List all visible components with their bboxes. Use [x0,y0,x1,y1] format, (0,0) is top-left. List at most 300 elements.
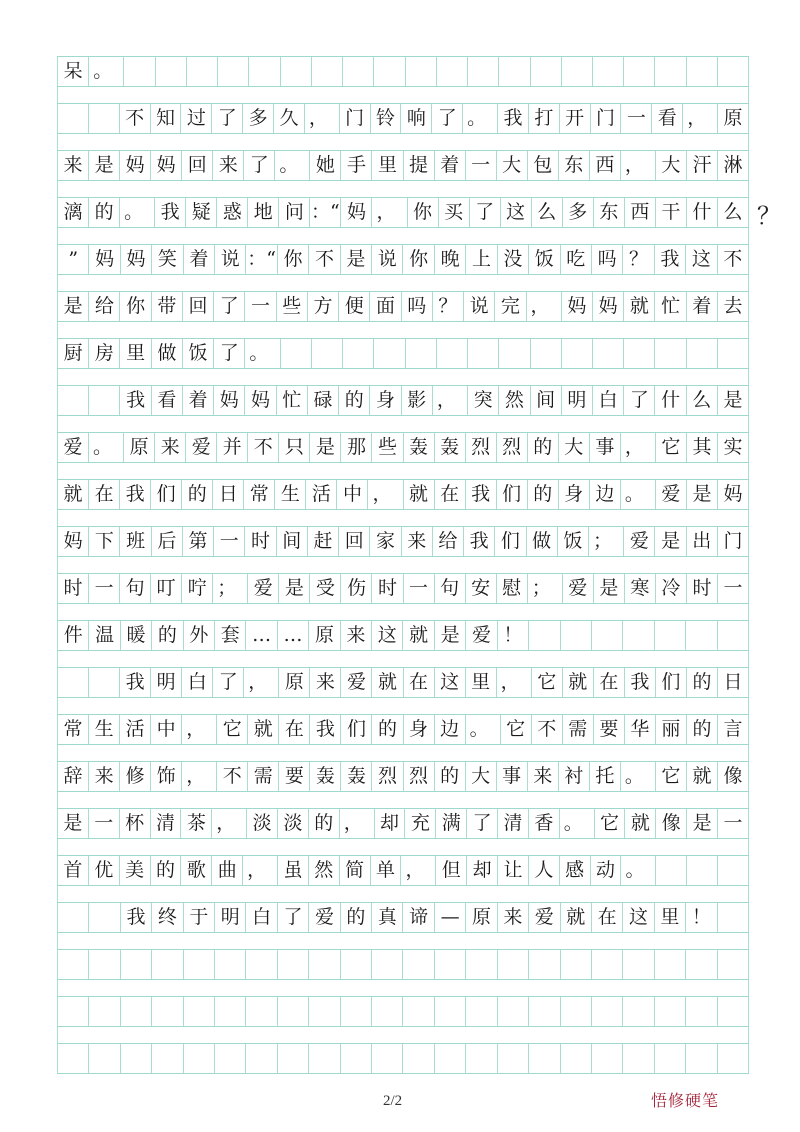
grid-cell: 就 [624,809,655,838]
grid-cell [467,57,498,86]
grid-cell: 事 [496,762,527,791]
grid-cell [57,950,88,979]
grid-cell: 就 [686,762,717,791]
grid-cell: 终 [151,903,182,932]
row-gap [57,745,749,761]
grid-cell: 们 [655,668,686,697]
grid-cell: 明 [150,668,181,697]
grid-cell: 么 [686,386,717,415]
grid-cell: 里 [654,903,685,932]
grid-cell: 事 [589,433,620,462]
grid-cell: 的 [527,480,558,509]
grid-cell: 我 [119,668,150,697]
grid-cell: 打 [528,104,559,133]
grid-cell: 。 [620,480,655,509]
grid-cell: 冷 [655,574,686,603]
grid-cell: 一 [88,574,119,603]
grid-cell [591,621,622,650]
grid-cell: 一 [403,574,434,603]
grid-cell: 是 [309,433,340,462]
grid-cell: 我 [624,668,655,697]
grid-row [57,808,749,839]
grid-cell [214,1044,245,1073]
grid-cell: ， [242,856,277,885]
grid-cell: ， [400,856,435,885]
grid-cell: 这 [371,621,402,650]
grid-cell: 了 [243,151,274,180]
grid-cell: 不 [119,104,150,133]
grid-cell: 门 [339,104,370,133]
grid-cell: 受 [309,574,340,603]
grid-cell: ， [304,104,339,133]
grid-cell: 单 [370,856,401,885]
grid-cell [342,339,373,368]
grid-cell: 时 [244,527,275,556]
grid-cell: 明 [214,903,245,932]
grid-cell: 饭 [528,245,559,274]
grid-cell: 这 [685,245,716,274]
grid-cell: 时 [371,574,402,603]
grid-cell [120,997,151,1026]
grid-cell: 淡 [246,809,277,838]
grid-cell: 做 [151,339,182,368]
grid-cell [342,57,373,86]
grid-cell: 干 [655,198,686,227]
grid-cell: 满 [435,809,466,838]
grid-cell: 忙 [654,292,685,321]
grid-cell: 铃 [370,104,401,133]
grid-cell: 歌 [180,856,211,885]
grid-cell: 呆 [57,57,88,86]
grid-cell: 的 [527,433,558,462]
grid-cell: 爱 [562,574,593,603]
grid-cell: 活 [119,715,150,744]
grid-cell: 了 [213,339,244,368]
grid-cell: 就 [402,621,433,650]
grid-cell: 这 [622,903,653,932]
grid-cell: 爱 [308,903,339,932]
grid-cell [717,950,749,979]
row-gap [57,228,749,244]
grid-row [57,56,749,87]
grid-cell: 首 [57,856,88,885]
grid-cell: 像 [655,809,686,838]
grid-cell [717,997,749,1026]
grid-cell: 里 [371,151,402,180]
grid-cell: 饰 [150,762,181,791]
grid-cell: 在 [593,668,624,697]
grid-cell: 了 [431,104,462,133]
grid-cell [120,1044,151,1073]
grid-cell [654,1044,685,1073]
grid-cell: ； [527,574,562,603]
grid-row [57,573,749,604]
grid-row [57,432,749,463]
grid-cell: 就 [623,292,654,321]
grid-cell: 赶 [307,527,338,556]
grid-cell: 一 [717,809,749,838]
grid-cell: 咛 [181,574,212,603]
grid-cell: 回 [181,151,212,180]
grid-cell: 影 [401,386,432,415]
grid-cell: 。 [119,198,154,227]
grid-cell: 叮 [150,574,181,603]
grid-cell: 在 [278,715,309,744]
grid-cell: 身 [369,386,400,415]
grid-cell [465,950,496,979]
grid-cell: 修 [119,762,150,791]
grid-cell [717,856,749,885]
grid-cell: 妈 [88,245,119,274]
grid-cell: 优 [88,856,119,885]
grid-cell: 西 [624,198,655,227]
grid-cell: 在 [88,480,119,509]
grid-cell: 让 [497,856,528,885]
grid-cell: 妈 [561,292,592,321]
grid-cell [277,997,308,1026]
grid-cell [434,950,465,979]
grid-cell: 寒 [624,574,655,603]
grid-cell: 是 [686,480,717,509]
grid-cell: 看 [651,104,682,133]
grid-cell: 过 [180,104,211,133]
grid-cell [120,950,151,979]
grid-cell [497,950,528,979]
grid-cell: 我 [119,480,150,509]
grid-cell: ， [243,668,278,697]
grid-cell [248,57,279,86]
grid-cell [434,997,465,1026]
grid-cell: 烈 [496,433,527,462]
grid-cell: 妈 [340,198,371,227]
grid-cell: 妈 [213,386,244,415]
grid-cell: 了 [213,292,244,321]
grid-cell: 言 [717,715,749,744]
row-gap [57,510,749,526]
grid-cell: 曲 [211,856,242,885]
grid-cell: 辞 [57,762,88,791]
grid-cell [280,57,311,86]
grid-cell [528,997,559,1026]
grid-cell: 饭 [557,527,588,556]
grid-cell: 就 [247,715,278,744]
grid-cell: 只 [278,433,309,462]
grid-cell [623,57,654,86]
grid-cell: 是 [340,245,371,274]
grid-cell: 提 [403,151,434,180]
row-gap [57,698,749,714]
grid-cell [560,950,591,979]
grid-cell [371,997,402,1026]
grid-cell: 生 [88,715,119,744]
grid-cell: 淡 [277,809,308,838]
grid-cell: 笑 [151,245,182,274]
grid-row [57,996,749,1027]
grid-cell: 我 [465,480,496,509]
grid-cell [560,621,591,650]
brand-signature: 悟修硬笔 [651,1091,720,1110]
grid-cell [186,57,217,86]
grid-cell: 爱 [185,433,216,462]
grid-cell: 安 [465,574,496,603]
grid-cell: 爱 [57,433,88,462]
grid-cell: 的 [338,386,369,415]
grid-cell: 的 [181,480,212,509]
grid-cell: 。 [88,433,123,462]
grid-cell [591,1044,622,1073]
grid-cell: 它 [655,433,686,462]
grid-row [57,338,749,369]
grid-cell [88,668,119,697]
grid-cell [308,950,339,979]
grid-cell: 些 [371,433,402,462]
grid-cell: 妈 [244,386,275,415]
grid-cell: 带 [151,292,182,321]
grid-cell: 着 [434,151,465,180]
grid-cell: 衬 [558,762,589,791]
grid-cell: ， [526,292,561,321]
grid-cell: 华 [624,715,655,744]
grid-row [57,291,749,322]
grid-cell: 简 [339,856,370,885]
grid-cell [340,1044,371,1073]
grid-cell: 真 [371,903,402,932]
grid-cell: 是 [593,574,624,603]
grid-cell: 伤 [340,574,371,603]
grid-cell: 烈 [465,433,496,462]
grid-cell: 东 [593,198,624,227]
grid-cell: 么 [531,198,562,227]
grid-cell: 这 [434,668,465,697]
grid-cell: 时 [57,574,88,603]
grid-cell [280,339,311,368]
grid-cell: ？ [622,245,653,274]
grid-cell: 的 [686,668,717,697]
grid-cell [592,339,623,368]
grid-cell: 么 [717,198,749,227]
grid-cell: 白 [592,386,623,415]
grid-cell: ， [367,480,402,509]
grid-cell: 的 [150,856,181,885]
grid-cell: 爱 [340,668,371,697]
grid-cell: 句 [119,574,150,603]
grid-cell: 茶 [180,809,211,838]
grid-cell: 去 [717,292,749,321]
grid-cell [622,621,653,650]
grid-cell [183,950,214,979]
row-gap [57,557,749,573]
grid-cell: 温 [88,621,119,650]
grid-cell: 说 [371,245,402,274]
grid-cell [436,339,467,368]
row-gap [57,416,749,432]
grid-cell [467,339,498,368]
grid-cell: 说 [214,245,245,274]
grid-cell: 不 [216,762,247,791]
grid-cell: 身 [558,480,589,509]
grid-cell [685,1044,716,1073]
grid-cell: 原 [465,903,496,932]
grid-cell: 说 [463,292,494,321]
grid-cell: 门 [717,527,749,556]
grid-cell [57,1044,88,1073]
grid-cell: 身 [403,715,434,744]
row-gap [57,463,749,479]
grid-cell: 大 [465,762,496,791]
grid-cell [686,339,717,368]
grid-cell: 什 [686,198,717,227]
grid-cell: 看 [151,386,182,415]
grid-cell: 香 [528,809,559,838]
grid-cell: ， [620,433,655,462]
grid-cell [465,997,496,1026]
grid-cell [183,997,214,1026]
grid-cell [717,57,749,86]
grid-cell [402,1044,433,1073]
grid-cell [528,621,559,650]
grid-cell: 明 [561,386,592,415]
grid-cell [654,997,685,1026]
grid-cell: 原 [717,104,749,133]
grid-cell [592,57,623,86]
grid-cell: 是 [57,292,88,321]
grid-cell: 我 [120,903,151,932]
grid-cell [57,104,88,133]
grid-cell: 爱 [465,621,496,650]
grid-cell [308,997,339,1026]
grid-cell: 的 [371,715,402,744]
grid-cell [88,104,119,133]
grid-cell: ； [212,574,247,603]
grid-cell: 吗 [401,292,432,321]
grid-cell: 那 [340,433,371,462]
grid-cell: 却 [466,856,497,885]
grid-cell: 我 [309,715,340,744]
grid-cell: 烈 [371,762,402,791]
grid-cell: 在 [403,668,434,697]
grid-cell [88,903,119,932]
grid-cell: 的 [88,198,119,227]
grid-cell: 一 [465,151,496,180]
grid-cell [217,57,248,86]
grid-cell: ， [496,668,531,697]
grid-cell [88,997,119,1026]
grid-cell [686,57,717,86]
grid-cell: 。 [274,151,309,180]
grid-cell: 响 [400,104,431,133]
grid-cell [57,668,88,697]
row-gap [57,1027,749,1043]
grid-cell [528,1044,559,1073]
grid-cell: 你 [277,245,308,274]
row-gap [57,886,749,902]
grid-cell: 但 [435,856,466,885]
row-gap [57,275,749,291]
grid-cell [717,339,749,368]
grid-cell: 常 [57,715,88,744]
grid-cell: 们 [496,480,527,509]
grid-cell: ， [181,715,216,744]
grid-cell: 活 [305,480,336,509]
row-gap [57,933,749,949]
grid-cell: 你 [402,245,433,274]
grid-cell [561,57,592,86]
grid-cell: 烈 [403,762,434,791]
grid-cell: 原 [123,433,154,462]
grid-cell: 它 [655,762,686,791]
grid-cell: 大 [496,151,527,180]
grid-cell [685,997,716,1026]
grid-row [57,949,749,980]
grid-cell: 我 [654,245,685,274]
grid-cell: 。 [462,104,497,133]
grid-cell: 原 [278,668,309,697]
grid-cell: 暖 [120,621,151,650]
grid-cell: 的 [434,762,465,791]
grid-cell: 着 [182,386,213,415]
grid-cell: 动 [590,856,621,885]
grid-cell [183,1044,214,1073]
grid-cell: 第 [182,527,213,556]
grid-cell: 爱 [623,527,654,556]
grid-cell [402,997,433,1026]
grid-cell [245,997,276,1026]
grid-cell: ：“ [245,245,276,274]
grid-cell: 是 [434,621,465,650]
grid-cell: ， [339,809,374,838]
grid-cell: 它 [216,715,247,744]
grid-cell: 一 [244,292,275,321]
grid-cell [308,1044,339,1073]
grid-cell: 吃 [560,245,591,274]
grid-cell [654,57,685,86]
grid-cell: 们 [150,480,181,509]
grid-cell: 其 [686,433,717,462]
grid-cell: 西 [589,151,620,180]
grid-cell: 清 [150,809,181,838]
grid-cell: 的 [308,809,339,838]
grid-cell: 生 [274,480,305,509]
grid-row [57,197,749,228]
grid-cell: 后 [151,527,182,556]
grid-cell: 感 [559,856,590,885]
grid-cell [561,339,592,368]
grid-row [57,855,749,886]
grid-cell: 时 [686,574,717,603]
grid-cell [530,339,561,368]
grid-cell: 们 [340,715,371,744]
grid-cell: ， [682,104,717,133]
grid-cell: 妈 [150,151,181,180]
grid-cell: 我 [497,104,528,133]
grid-cell: 晚 [434,245,465,274]
grid-cell: 家 [369,527,400,556]
grid-cell [88,950,119,979]
grid-cell: 套 [214,621,245,650]
grid-cell: 便 [338,292,369,321]
grid-cell [655,856,686,885]
grid-cell: 人 [528,856,559,885]
row-gap [57,604,749,620]
row-gap [57,322,749,338]
grid-row [57,526,749,557]
grid-cell: 给 [432,527,463,556]
grid-cell: 了 [466,809,497,838]
grid-cell: 我 [463,527,494,556]
grid-cell [405,339,436,368]
grid-cell: 就 [560,903,591,932]
row-gap [57,369,749,385]
